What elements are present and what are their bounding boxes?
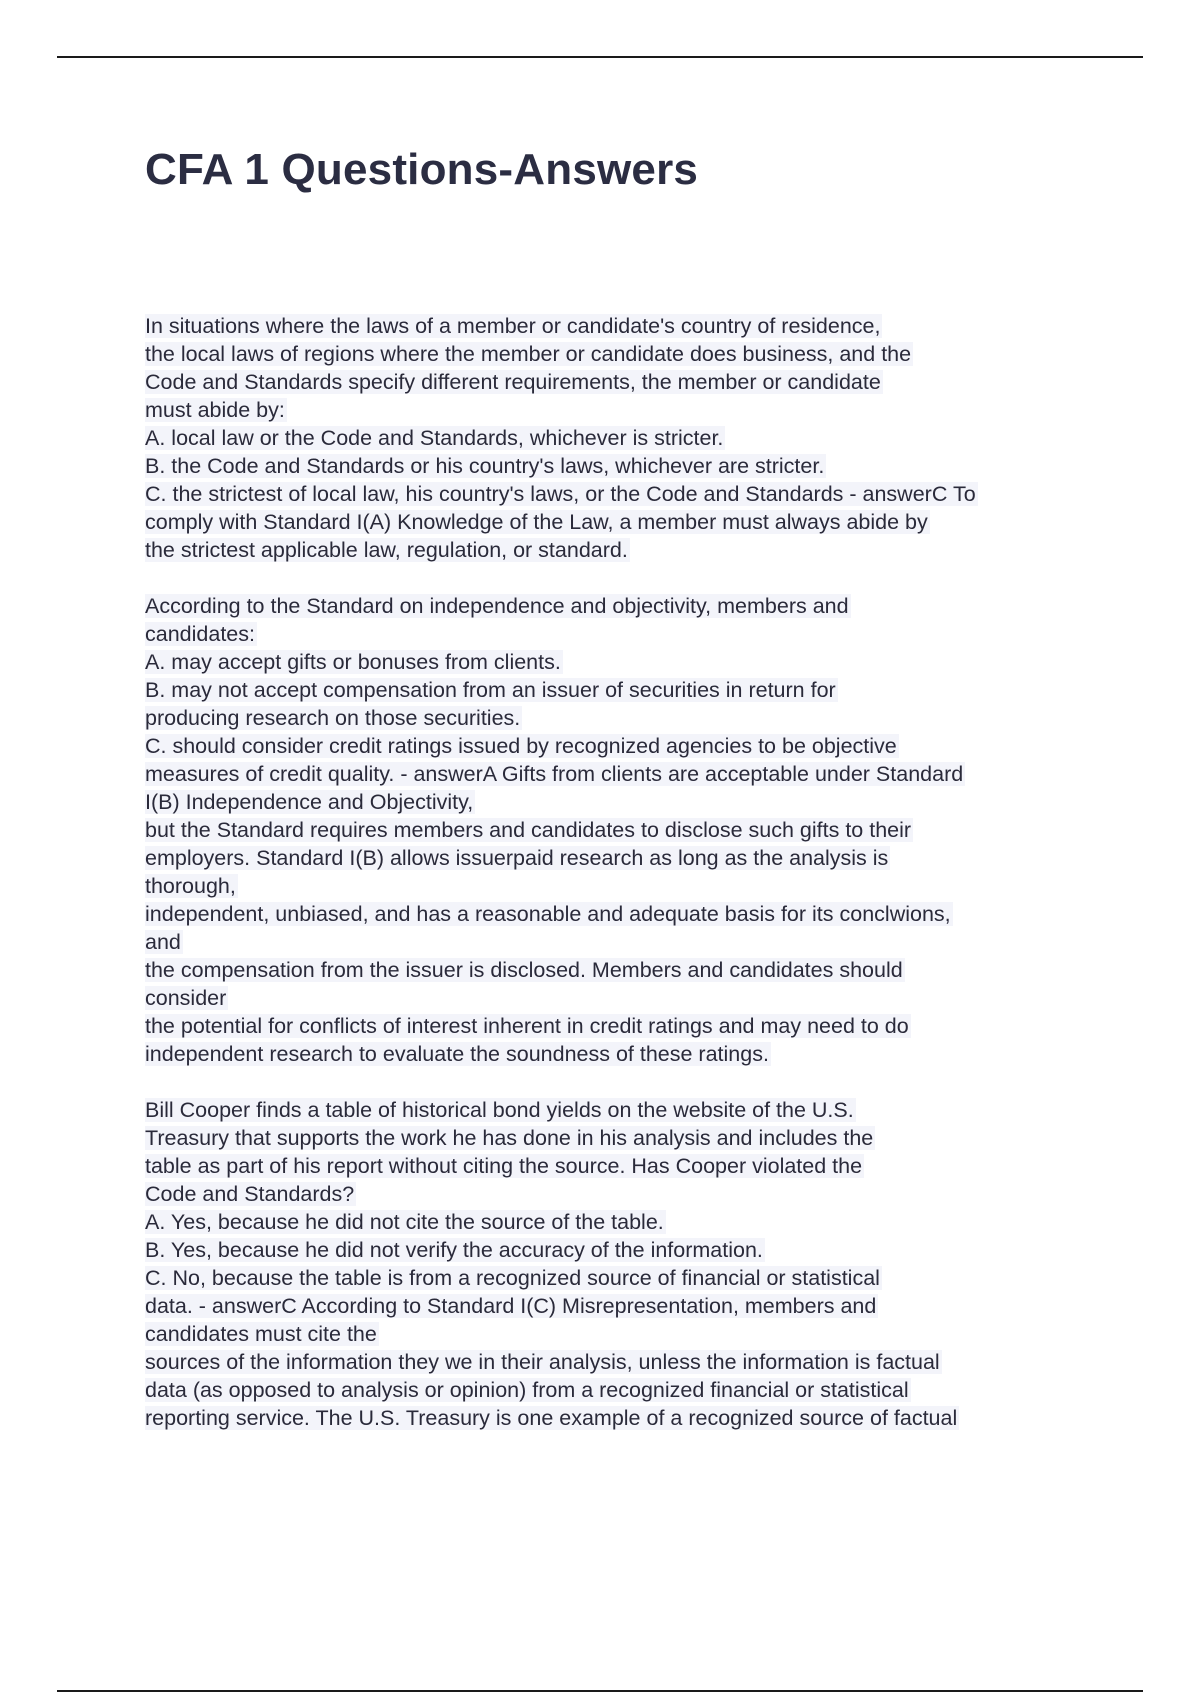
answer-option-c: C. should consider credit ratings issued by recognized agencies to be objective <box>145 734 897 758</box>
text-line: the local laws of regions where the member or candidate does business, and the <box>145 342 912 366</box>
text-line: Code and Standards specify different requirements, the member or candidate <box>145 370 881 394</box>
question-block-1 <box>145 312 1155 564</box>
text-line: candidates: <box>145 622 255 646</box>
explanation-line: the strictest applicable law, regulation, or standard. <box>145 538 628 562</box>
text-line: In situations where the laws of a member or candidate's country of residence, <box>145 314 881 338</box>
explanation-line: candidates must cite the <box>145 1322 377 1346</box>
explanation-line: independent, unbiased, and has a reasonable and adequate basis for its conclwions, <box>145 902 951 926</box>
explanation-line: the compensation from the issuer is disclosed. Members and candidates should <box>145 958 903 982</box>
explanation-line: and <box>145 930 181 954</box>
explanation-line: the potential for conflicts of interest inherent in credit ratings and may need to do <box>145 1014 909 1038</box>
text-line: Treasury that supports the work he has done in his analysis and includes the <box>145 1126 874 1150</box>
explanation-line: consider <box>145 986 227 1010</box>
explanation-line: sources of the information they we in their analysis, unless the information is factual <box>145 1350 940 1374</box>
text-line: Bill Cooper finds a table of historical bond yields on the website of the U.S. <box>145 1098 854 1122</box>
text-line: Code and Standards? <box>145 1182 355 1206</box>
explanation-line: reporting service. The U.S. Treasury is one example of a recognized source of factual <box>145 1406 958 1430</box>
explanation-line: but the Standard requires members and candidates to disclose such gifts to their <box>145 818 912 842</box>
answer-option-c: C. No, because the table is from a recognized source of financial or statistical <box>145 1266 880 1290</box>
question-block-3 <box>145 1096 1155 1432</box>
header-rule <box>57 56 1143 58</box>
explanation-line: I(B) Independence and Objectivity, <box>145 790 474 814</box>
explanation-line: measures of credit quality. - answerA Gifts from clients are acceptable under Standard <box>145 762 964 786</box>
answer-option-b: B. may not accept compensation from an issuer of securities in return for <box>145 678 836 702</box>
text-line: table as part of his report without citing the source. Has Cooper violated the <box>145 1154 863 1178</box>
text-line: producing research on those securities. <box>145 706 521 730</box>
text-line: must abide by: <box>145 398 285 422</box>
document-title: CFA 1 Questions-Answers <box>145 145 699 194</box>
explanation-line: independent research to evaluate the soundness of these ratings. <box>145 1042 769 1066</box>
document-body <box>145 312 1155 1460</box>
answer-option-a: A. local law or the Code and Standards, whichever is stricter. <box>145 426 724 450</box>
answer-option-b: B. Yes, because he did not verify the accuracy of the information. <box>145 1238 763 1262</box>
answer-option-c: C. the strictest of local law, his country's laws, or the Code and Standards - answerC To <box>145 482 976 506</box>
text-line: According to the Standard on independence and objectivity, members and <box>145 594 849 618</box>
explanation-line: thorough, <box>145 874 236 898</box>
answer-option-b: B. the Code and Standards or his country's laws, whichever are stricter. <box>145 454 825 478</box>
explanation-line: employers. Standard I(B) allows issuerpaid research as long as the analysis is <box>145 846 889 870</box>
question-block-2 <box>145 592 1155 1068</box>
explanation-line: data. - answerC According to Standard I(C) Misrepresentation, members and <box>145 1294 877 1318</box>
answer-option-a: A. may accept gifts or bonuses from clients. <box>145 650 561 674</box>
explanation-line: comply with Standard I(A) Knowledge of the Law, a member must always abide by <box>145 510 928 534</box>
footer-rule <box>57 1690 1143 1692</box>
answer-option-a: A. Yes, because he did not cite the source of the table. <box>145 1210 664 1234</box>
explanation-line: data (as opposed to analysis or opinion) from a recognized financial or statistical <box>145 1378 909 1402</box>
